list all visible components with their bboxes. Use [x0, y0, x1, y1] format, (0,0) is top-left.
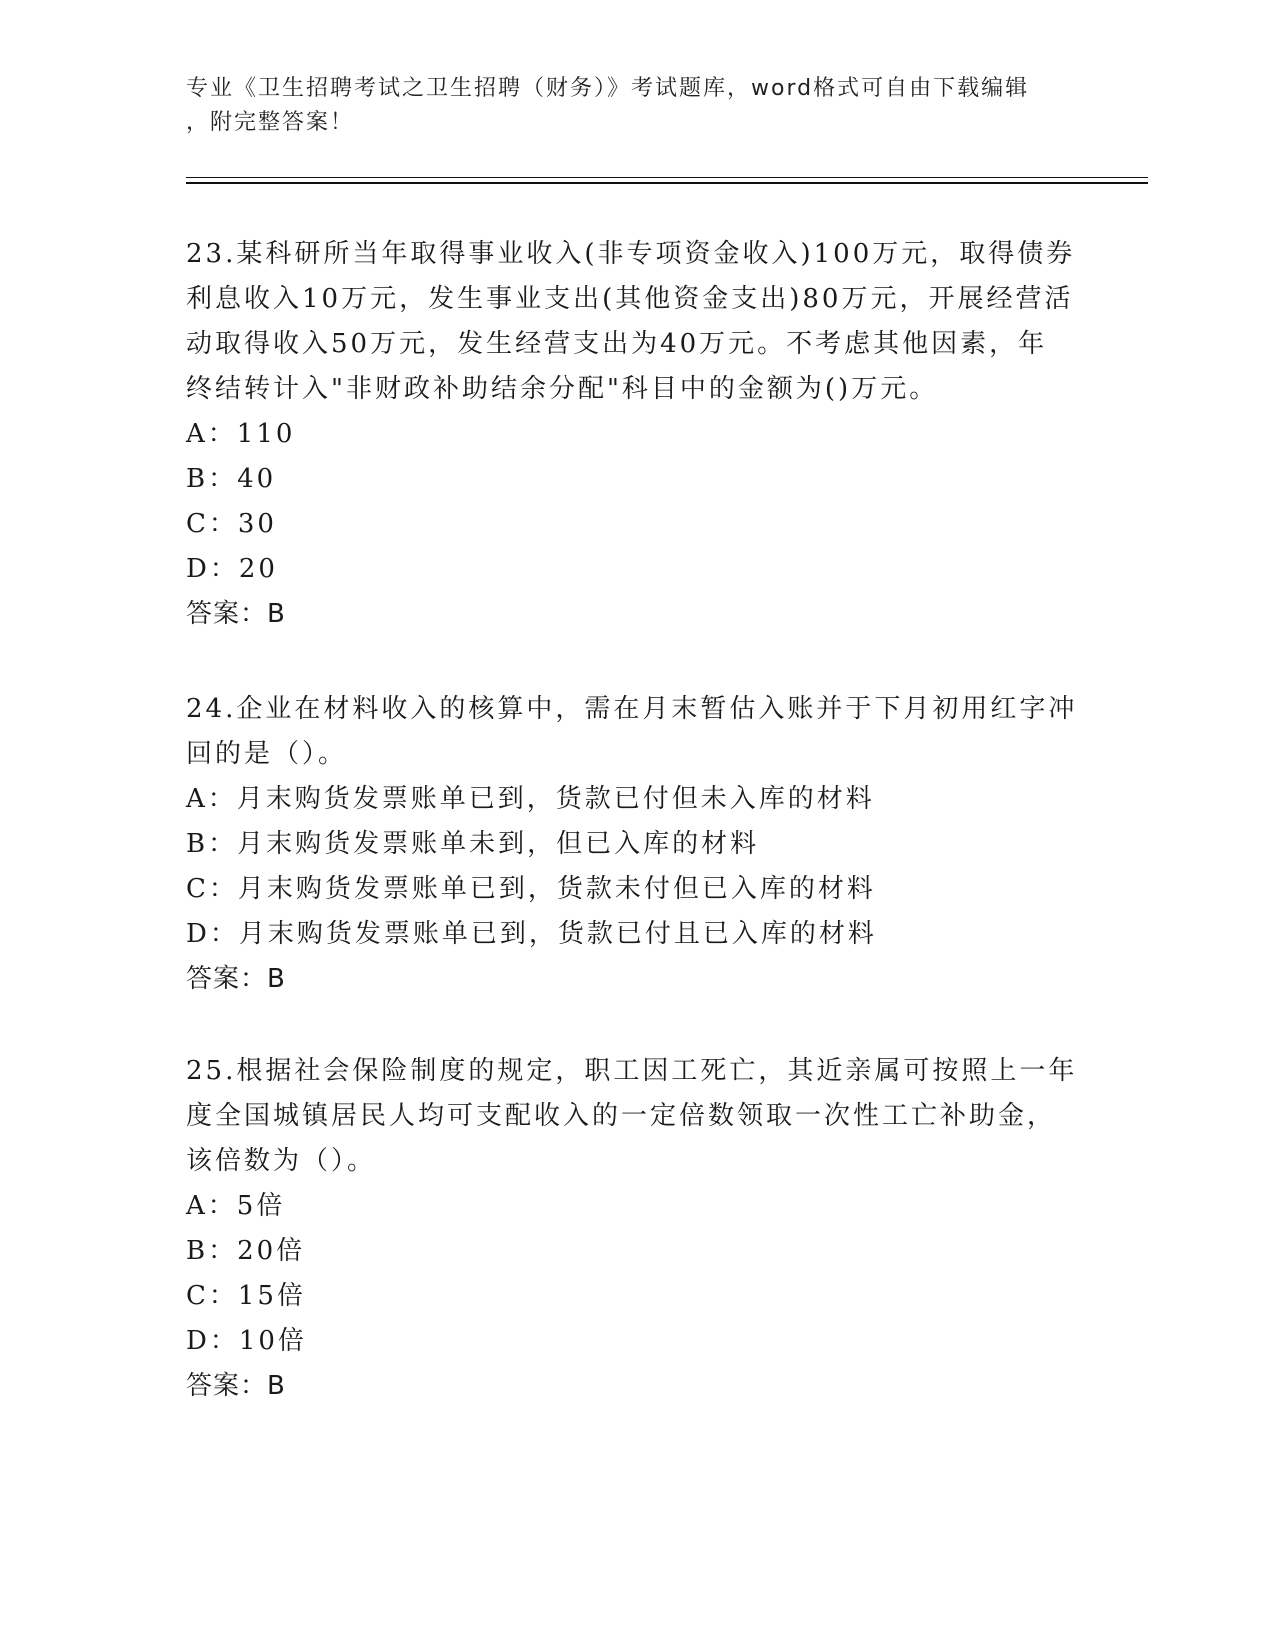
answer-label: 答案：B — [186, 964, 286, 994]
answer-label: 答案：B — [186, 1371, 286, 1401]
stem-line: 24.企业在材料收入的核算中，需在月末暂估入账并于下月初用红字冲 — [186, 694, 1078, 724]
answer-label: 答案：B — [186, 599, 286, 629]
question-stem — [186, 232, 1086, 412]
header-line-1: 专业《卫生招聘考试之卫生招聘（财务）》考试题库，word格式可自由下载编辑 — [186, 76, 1030, 101]
option-d: D：月末购货发票账单已到，货款已付且已入库的材料 — [186, 919, 877, 949]
question-23 — [186, 232, 1086, 637]
question-25 — [186, 1049, 1086, 1409]
option-c: C：15倍 — [186, 1281, 306, 1311]
stem-line: 25.根据社会保险制度的规定，职工因工死亡，其近亲属可按照上一年 — [186, 1056, 1078, 1086]
stem-line: 动取得收入50万元，发生经营支出为40万元。不考虑其他因素，年 — [186, 329, 1048, 359]
header-divider-top — [186, 177, 1148, 178]
stem-line: 终结转计入"非财政补助结余分配"科目中的金额为()万元。 — [186, 374, 939, 404]
question-24 — [186, 687, 1086, 1002]
option-b: B：20倍 — [186, 1236, 306, 1266]
document-header — [186, 72, 1066, 140]
option-d: D：20 — [186, 554, 278, 584]
option-d: D：10倍 — [186, 1326, 307, 1356]
option-a: A：110 — [186, 419, 296, 449]
stem-line: 回的是（）。 — [186, 739, 348, 769]
option-b: B：40 — [186, 464, 277, 494]
option-b: B：月末购货发票账单未到，但已入库的材料 — [186, 829, 760, 859]
option-c: C：30 — [186, 509, 277, 539]
header-divider-bottom — [186, 182, 1148, 184]
header-line-2: ，附完整答案！ — [186, 110, 355, 135]
stem-line: 度全国城镇居民人均可支配收入的一定倍数领取一次性工亡补助金， — [186, 1101, 1057, 1131]
question-stem — [186, 687, 1086, 777]
option-a: A：月末购货发票账单已到，货款已付但未入库的材料 — [186, 784, 875, 814]
stem-line: 23.某科研所当年取得事业收入(非专项资金收入)100万元，取得债券 — [186, 239, 1076, 269]
question-stem — [186, 1049, 1086, 1184]
option-c: C：月末购货发票账单已到，货款未付但已入库的材料 — [186, 874, 876, 904]
option-a: A：5倍 — [186, 1191, 286, 1221]
stem-line: 该倍数为（）。 — [186, 1146, 377, 1176]
stem-line: 利息收入10万元，发生事业支出(其他资金支出)80万元，开展经营活 — [186, 284, 1074, 314]
